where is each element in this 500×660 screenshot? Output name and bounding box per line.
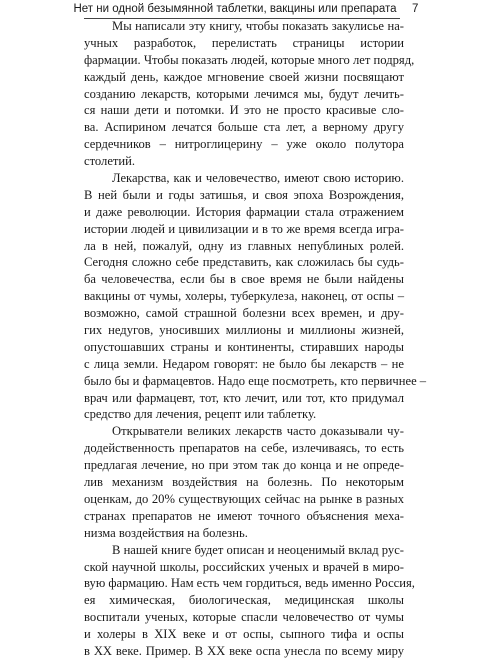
text-line: Открыватели великих лекарств часто доказывали чу- xyxy=(112,424,404,439)
text-line: ба человечества, если бы в свое время не были найдены xyxy=(84,272,404,287)
text-line: с лица земли. Недаром говорят: не было бы лекарств – не xyxy=(84,356,404,371)
page-number: 7 xyxy=(412,3,419,15)
text-line: созданию лекарств, которыми лечимся мы, будут лечить- xyxy=(84,86,404,101)
text-line: Лекарства, как и человечество, имеют свою историю. xyxy=(112,171,404,186)
text-line: вую фармацию. Нам есть чем гордиться, ведь именно Россия, xyxy=(84,576,415,591)
text-line: вакцины от чумы, холеры, туберкулеза, наконец, от оспы – xyxy=(84,289,404,304)
text-line: ва. Аспирином лечатся больше ста лет, а верному другу xyxy=(84,120,404,135)
running-title: Нет ни одной безымянной таблетки, вакцины или препарата xyxy=(73,3,397,15)
text-line: фармации. Чтобы показать людей, которые много лет подряд, xyxy=(84,52,415,67)
text-line: воспитали ученых, которые спасли человечество от чумы xyxy=(84,610,404,625)
text-line: истории людей и цивилизации и в то же время всегда игра- xyxy=(84,221,404,236)
text-line: возможно, самой страшной болезни всех времен, и дру- xyxy=(84,306,404,321)
text-line: Сегодня сложно себе представить, как сложилась бы судь- xyxy=(84,255,404,270)
text-line: опустошавших страны и континенты, стиравших народы xyxy=(84,339,404,354)
paragraph xyxy=(84,423,404,541)
text-line: лив механизм воздействия на болезнь. По некоторым xyxy=(84,475,404,490)
text-line: Мы написали эту книгу, чтобы показать закулисье на- xyxy=(112,19,404,33)
text-line: столетий. xyxy=(84,154,136,169)
text-line: ла в ней, пожалуй, одну из главных непублиных ролей. xyxy=(84,238,404,253)
text-line: сердечников – нитроглицерину – уже около полутора xyxy=(84,137,404,152)
text-line: и холеры в XIX веке и от оспы, сыпного тифа и оспы xyxy=(84,627,404,642)
text-line: странах препаратов не имеют точного объяснения меха- xyxy=(84,508,404,523)
text-line: ской научной школы, российских ученых и врачей в миро- xyxy=(84,559,404,574)
text-line: гих недугов, уносивших миллионы и миллионы жизней, xyxy=(84,323,404,338)
text-line: средство для лечения, рецепт или таблетку. xyxy=(84,407,317,422)
text-line: предлагая лечение, но при этом так до конца и не опреде- xyxy=(84,458,404,473)
text-line: было бы и фармацевтов. Надо еще посмотреть, кто первичнее – xyxy=(84,373,427,388)
text-line: додейственность препаратов на себе, излечиваясь, то есть xyxy=(84,441,404,456)
text-line: в XX веке. Пример. В XX веке оспа унесла по всему миру xyxy=(84,643,404,658)
text-line: ся наши дети и потомки. И это не просто красивые сло- xyxy=(84,103,404,118)
text-line: оценкам, до 20% существующих сейчас на рынке в разных xyxy=(84,491,404,506)
text-line: каждый день, каждое мгновение своей жизни посвящают xyxy=(84,69,404,84)
text-line: и даже революции. История фармации стала отражением xyxy=(84,204,404,219)
text-line: В ней были и годы затишья, и своя эпоха Возрождения, xyxy=(84,187,404,202)
text-line: ея химическая, биологическая, медицинская школы xyxy=(84,593,404,608)
text-line: учных разработок, перелистать страницы истории xyxy=(84,35,404,50)
paragraph xyxy=(84,18,415,170)
paragraph xyxy=(84,170,427,423)
text-line: В нашей книге будет описан и неоценимый вклад рус- xyxy=(112,542,404,557)
text-line: низма воздействия на болезнь. xyxy=(84,525,248,540)
text-line: врач или фармацевт, тот, кто лечит, или тот, кто придумал xyxy=(84,390,404,405)
paragraph xyxy=(84,542,415,660)
body-text xyxy=(84,18,427,660)
